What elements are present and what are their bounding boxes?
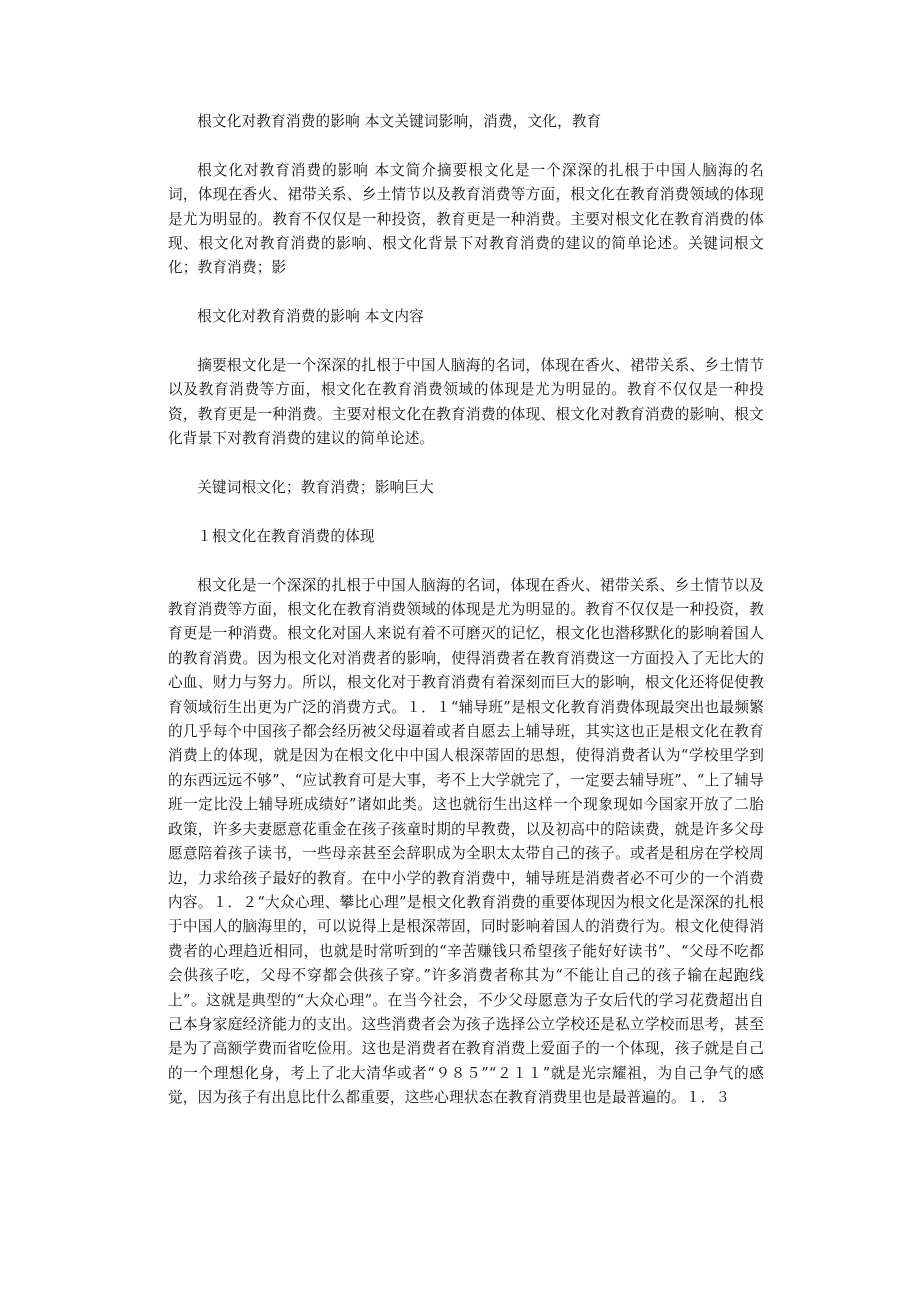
section-heading: １根文化在教育消费的体现 [197,527,375,545]
body-paragraph: 根文化是一个深深的扎根于中国人脑海的名词，体现在香火、裙带关系、乡土情节以及教育消费等方面，根文化在教育消费领域的体现是尤为明显的。教育不仅仅是一种投资，教育更是一种消费。根文化对国人来说有着不可磨灭的记忆，根文化也潜移默化的影响着国人的教育消费。因为根文化对消费者的影响，使得消费者在教育消费这一方面投入了无比大的心血、财力与努力。所以，根文化对于教育消费有着深刻而巨大的影响，根文化还将促使教育领域衍生出更为广泛的消费方式。１．１“辅导班”是根文化教育消费体现最突出也最频繁的几乎每个中国孩子都会经历被父母逼着或者自愿去上辅导班，其实这也正是根文化在教育消费上的体现，就是因为在根文化中中国人根深蒂固的思想，使得消费者认为“学校里学到的东西远远不够”、“应试教育可是大事，考不上大学就完了，一定要去辅导班”、“上了辅导班一定比没上辅导班成绩好”诸如此类。这也就衍生出这样一个现象现如今国家开放了二胎政策，许多夫妻愿意花重金在孩子孩童时期的早教费，以及初高中的陪读费，就是许多父母愿意陪着孩子读书，一些母亲甚至会辞职成为全职太太带自己的孩子。或者是租房在学校周边，力求给孩子最好的教育。在中小学的教育消费中，辅导班是消费者必不可少的一个消费内容。１．２“大众心理、攀比心理”是根文化教育消费的重要体现因为根文化是深深的扎根于中国人的脑海里的，可以说得上是根深蒂固，同时影响着国人的消费行为。根文化使得消费者的心理趋近相同，也就是时常听到的“辛苦赚钱只希望孩子能好好读书”、“父母不吃都会供孩子吃，父母不穿都会供孩子穿。”许多消费者称其为“不能让自己的孩子输在起跑线上”。这就是典型的“大众心理”。在当今社会，不少父母愿意为子女后代的学习花费超出自己本身家庭经济能力的支出。这些消费者会为孩子选择公立学校还是私立学校而思考，甚至是为了高额学费而省吃俭用。这也是消费者在教育消费上爱面子的一个体现，孩子就是自己的一个理想化身，考上了北大清华或者“９８５”“２１１”就是光宗耀祖，为自己争气的感觉，因为孩子有出息比什么都重要，这些心理状态在教育消费里也是最普遍的。１．３ [168,576,764,1107]
summary-paragraph: 根文化对教育消费的影响 本文简介摘要根文化是一个深深的扎根于中国人脑海的名词，体现在香火、裙带关系、乡土情节以及教育消费等方面，根文化在教育消费领域的体现是尤为明显的。教育不仅仅是一种投资，教育更是一种消费。主要对根文化在教育消费的体现、根文化对教育消费的影响、根文化背景下对教育消费的建议的简单论述。关键词根文化；教育消费；影 [168,161,764,277]
keywords-line: 关键词根文化；教育消费；影响巨大 [197,479,434,497]
spacer [168,281,764,305]
abstract-paragraph: 摘要根文化是一个深深的扎根于中国人脑海的名词，体现在香火、裙带关系、乡土情节以及教育消费等方面，根文化在教育消费领域的体现是尤为明显的。教育不仅仅是一种投资，教育更是一种消费。主要对根文化在教育消费的体现、根文化对教育消费的影响、根文化背景下对教育消费的建议的简单论述。 [168,357,764,448]
spacer [168,330,764,354]
spacer [168,500,764,524]
spacer [168,134,764,158]
spacer [168,452,764,476]
spacer [168,549,764,573]
title-line: 根文化对教育消费的影响 本文关键词影响，消费，文化，教育 [197,113,602,130]
content-heading: 根文化对教育消费的影响 本文内容 [197,308,424,326]
document-body [168,110,764,1111]
